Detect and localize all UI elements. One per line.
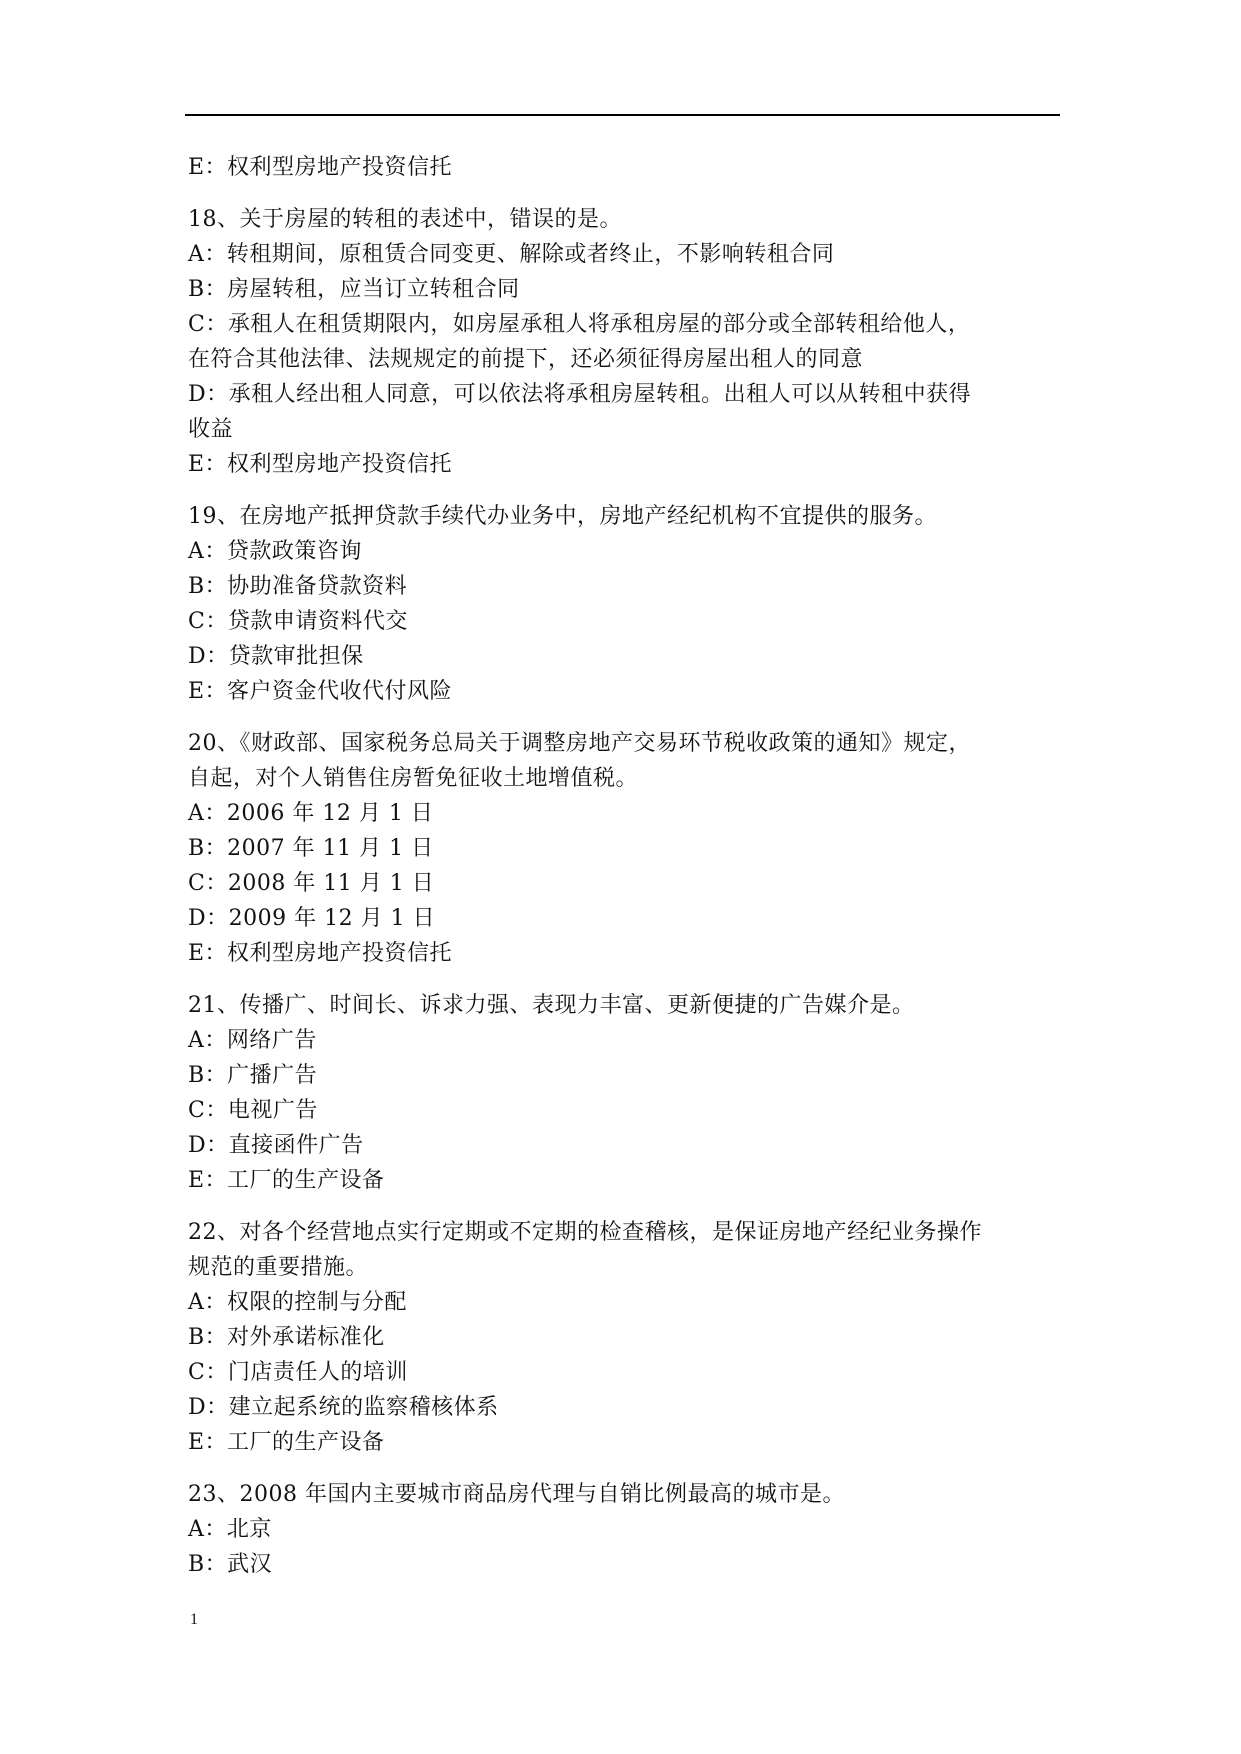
text-line: 21、传播广、时间长、诉求力强、表现力丰富、更新便捷的广告媒介是。 [188, 993, 915, 1018]
text-line: B：武汉 [188, 1552, 273, 1577]
text-line: 收益 [188, 417, 234, 442]
text-line: C：贷款申请资料代交 [188, 609, 408, 634]
text-line: 22、对各个经营地点实行定期或不定期的检查稽核，是保证房地产经纪业务操作 [188, 1220, 982, 1245]
text-line: C：2008 年 11 月 1 日 [188, 871, 435, 896]
text-line: E：权利型房地产投资信托 [188, 155, 453, 180]
text-line: 18、关于房屋的转租的表述中，错误的是。 [188, 207, 622, 232]
text-line: A：贷款政策咨询 [188, 539, 362, 564]
document-body [188, 150, 1063, 1582]
text-line: C：门店责任人的培训 [188, 1360, 408, 1385]
text-line: 在符合其他法律、法规规定的前提下，还必须征得房屋出租人的同意 [188, 347, 864, 372]
text-line: D：直接函件广告 [188, 1133, 364, 1158]
text-line: E：工厂的生产设备 [188, 1430, 385, 1455]
text-line: 19、在房地产抵押贷款手续代办业务中，房地产经纪机构不宜提供的服务。 [188, 504, 937, 529]
page-number: 1 [190, 1611, 198, 1628]
text-line: 自起，对个人销售住房暂免征收土地增值税。 [188, 766, 639, 791]
text-line: B：房屋转租，应当订立转租合同 [188, 277, 520, 302]
paragraph-gap [188, 971, 1063, 988]
text-line: D：2009 年 12 月 1 日 [188, 906, 436, 931]
text-line: B：广播广告 [188, 1063, 318, 1088]
text-line: D：承租人经出租人同意，可以依法将承租房屋转租。出租人可以从转租中获得 [188, 382, 972, 407]
text-line: B：2007 年 11 月 1 日 [188, 836, 434, 861]
text-line: 23、2008 年国内主要城市商品房代理与自销比例最高的城市是。 [188, 1482, 845, 1507]
text-line: E：权利型房地产投资信托 [188, 941, 453, 966]
paragraph-gap [188, 1460, 1063, 1477]
text-line: A：权限的控制与分配 [188, 1290, 407, 1315]
paragraph-gap [188, 1198, 1063, 1215]
text-line: D：建立起系统的监察稽核体系 [188, 1395, 499, 1420]
paragraph-gap [188, 482, 1063, 499]
text-line: B：协助准备贷款资料 [188, 574, 408, 599]
text-line: A：转租期间，原租赁合同变更、解除或者终止，不影响转租合同 [188, 242, 835, 267]
text-line: A：2006 年 12 月 1 日 [188, 801, 434, 826]
paragraph-gap [188, 185, 1063, 202]
text-line: 20、《财政部、国家税务总局关于调整房地产交易环节税收政策的通知》规定， [188, 731, 971, 756]
text-line: D：贷款审批担保 [188, 644, 364, 669]
text-line: A：北京 [188, 1517, 272, 1542]
text-line: E：权利型房地产投资信托 [188, 452, 453, 477]
text-line: 规范的重要措施。 [188, 1255, 369, 1280]
text-line: A：网络广告 [188, 1028, 317, 1053]
text-line: C：电视广告 [188, 1098, 318, 1123]
paragraph-gap [188, 709, 1063, 726]
text-line: E：工厂的生产设备 [188, 1168, 385, 1193]
text-line: C：承租人在租赁期限内，如房屋承租人将承租房屋的部分或全部转租给他人， [188, 312, 971, 337]
header-rule [185, 114, 1060, 116]
text-line: B：对外承诺标准化 [188, 1325, 385, 1350]
text-line: E：客户资金代收代付风险 [188, 679, 453, 704]
